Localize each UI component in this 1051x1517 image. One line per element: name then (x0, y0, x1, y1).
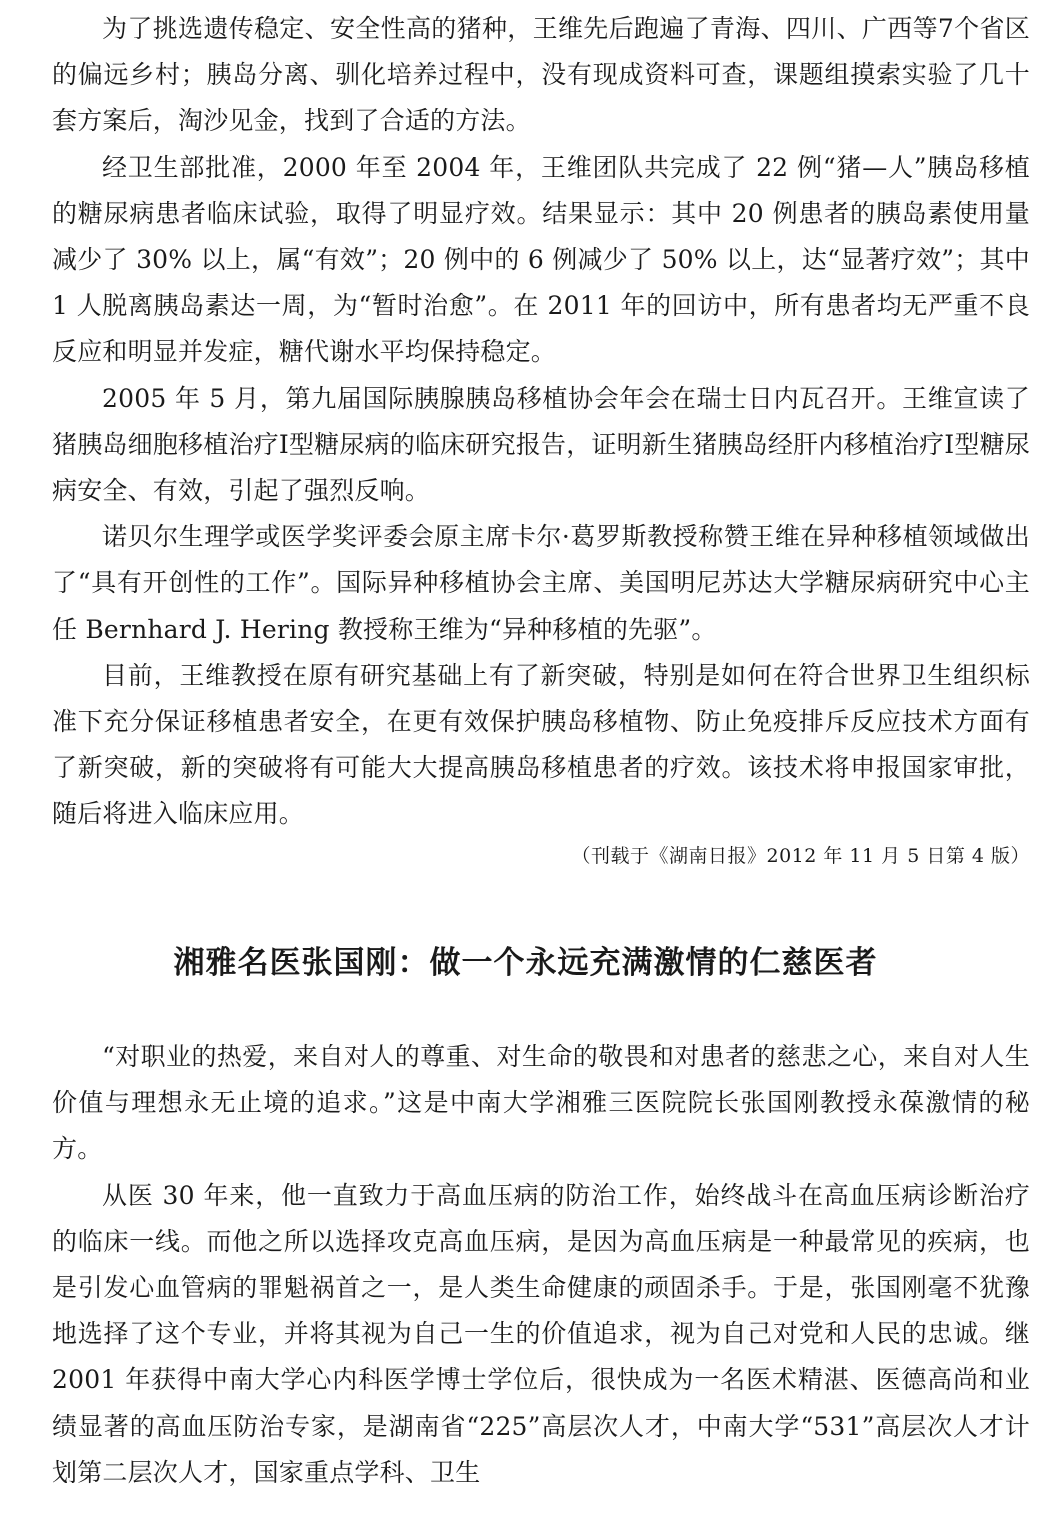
article-1-paragraph-3: 2005 年 5 月，第九届国际胰腺胰岛移植协会年会在瑞士日内瓦召开。王维宣读了猪胰岛细胞移植治疗Ⅰ型糖尿病的临床研究报告，证明新生猪胰岛经肝内移植治疗Ⅰ型糖尿病安全、有效，引起了强烈反响。 (52, 383, 1030, 506)
article-2-paragraph-1: “对职业的热爱，来自对人的尊重、对生命的敬畏和对患者的慈悲之心，来自对人生价值与理想永无止境的追求。”这是中南大学湘雅三医院院长张国刚教授永葆激情的秘方。 (52, 1042, 1030, 1164)
article-1-source-note: （刊载于《湖南日报》2012 年 11 月 5 日第 4 版） (571, 844, 1030, 867)
article-1-paragraph-4: 诺贝尔生理学或医学奖评委会原主席卡尔·葛罗斯教授称赞王维在异种移植领域做出了“具有开创性的工作”。国际异种移植协会主席、美国明尼苏达大学糖尿病研究中心主任 Bernhard J. Hering 教授称王维为“异种移植的先驱”。 (52, 522, 1030, 644)
article-2 (52, 1034, 1030, 1496)
article-1-paragraph-5: 目前，王维教授在原有研究基础上有了新突破，特别是如何在符合世界卫生组织标准下充分保证移植患者安全，在更有效保护胰岛移植物、防止免疫排斥反应技术方面有了新突破，新的突破将有可能大大提高胰岛移植患者的疗效。该技术将申报国家审批，随后将进入临床应用。 (52, 660, 1030, 829)
article-2-title: 湘雅名医张国刚：做一个永远充满激情的仁慈医者 (173, 945, 878, 981)
article-2-paragraph-2: 从医 30 年来，他一直致力于高血压病的防治工作，始终战斗在高血压病诊断治疗的临床一线。而他之所以选择攻克高血压病，是因为高血压病是一种最常见的疾病，也是引发心血管病的罪魁祸首之一，是人类生命健康的顽固杀手。于是，张国刚毫不犹豫地选择了这个专业，并将其视为自己一生的价值追求，视为自己对党和人民的忠诚。继 2001 年获得中南大学心内科医学博士学位后，很快成为一名医术精湛、医德高尚和业绩显著的高血压防治专家，是湖南省“225”高层次人才，中南大学“531”高层次人才计划第二层次人才，国家重点学科、卫生 (52, 1180, 1030, 1487)
article-1 (52, 6, 1030, 874)
article-1-paragraph-2: 经卫生部批准，2000 年至 2004 年，王维团队共完成了 22 例“猪—人”胰岛移植的糖尿病患者临床试验，取得了明显疗效。结果显示：其中 20 例患者的胰岛素使用量减少了 30% 以上，属“有效”；20 例中的 6 例减少了 50% 以上，达“显著疗效”；其中 1 人脱离胰岛素达一周，为“暂时治愈”。在 2011 年的回访中，所有患者均无严重不良反应和明显并发症，糖代谢水平均保持稳定。 (52, 152, 1030, 367)
article-1-paragraph-1: 为了挑选遗传稳定、安全性高的猪种，王维先后跑遍了青海、四川、广西等7个省区的偏远乡村；胰岛分离、驯化培养过程中，没有现成资料可查，课题组摸索实验了几十套方案后，淘沙见金，找到了合适的方法。 (52, 14, 1030, 136)
